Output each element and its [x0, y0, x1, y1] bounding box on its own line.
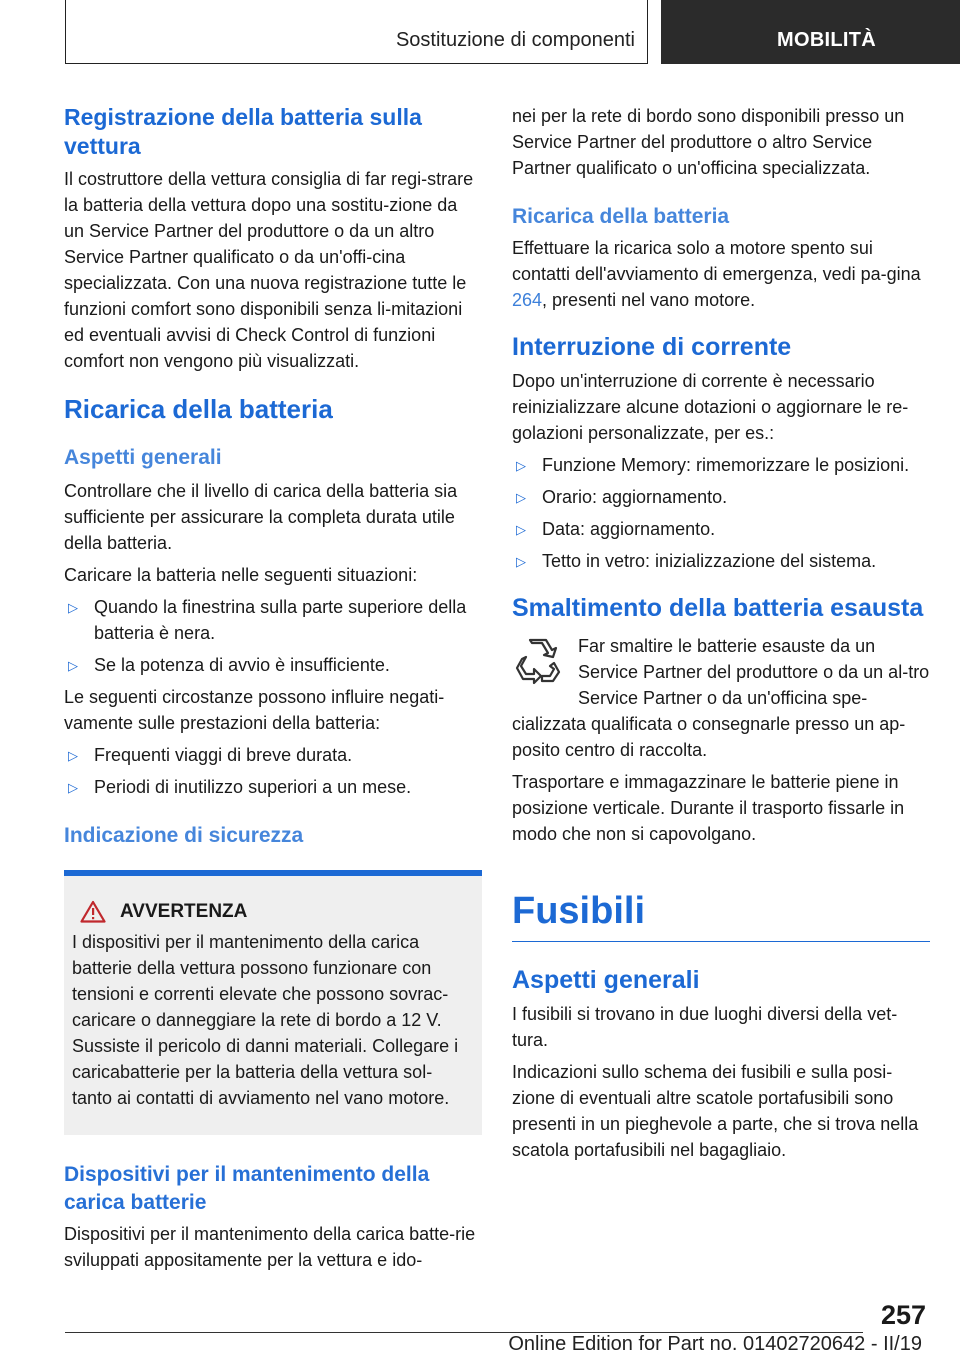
- right-charge-text: Effettuare la ricarica solo a motore spento sui contatti dell'avviamento di emergenza, vedi pa-gina 264, presenti nel vano motore.: [512, 238, 921, 310]
- fuses-text-1: I fusibili si trovano in due luoghi diversi della vet-tura.: [512, 1004, 898, 1050]
- right-column: [512, 103, 930, 1163]
- maintainer-heading: Dispositivi per il mantenimento della carica batterie: [64, 1163, 430, 1214]
- list-item: ▷ Data: aggiornamento.: [512, 516, 930, 542]
- list-item: ▷ Quando la finestrina sulla parte superiore della batteria è nera.: [68, 597, 467, 643]
- warning-text: I dispositivi per il mantenimento della carica batterie della vettura possono funzionare con tensioni e correnti elevate che possono sovrac-caricare o danneggiare la rete di bordo a 12 V. Sussiste il pericolo di danni materiali. Collegare i caricabatterie per la batteria della vettura sol-tanto ai contatti di avviamento nel vano motore.: [72, 932, 459, 1108]
- page-link-264[interactable]: 264: [512, 290, 543, 310]
- continued-text: nei per la rete di bordo sono disponibili presso un Service Partner del produttore o altro Service Partner qualificato o un'officina specializzata.: [512, 106, 905, 178]
- warning-title: [80, 900, 472, 923]
- fuses-text-2: Indicazioni sullo schema dei fusibili e sulla posi-zione di eventuali altre scatole portafusibili sono presenti in un pieghevole a parte, che si trova nella scatola portafusibili nel bagagliaio.: [512, 1062, 919, 1160]
- left-column: [64, 103, 482, 1273]
- header-chapter-title: MOBILITÀ: [777, 29, 877, 51]
- warning-triangle-icon: [80, 900, 106, 923]
- disposal-text-continued: cializzata qualificata o consegnarle presso un ap-posito centro di raccolta.: [512, 714, 906, 760]
- situations-list: [64, 594, 482, 678]
- header-section-title: Sostituzione di componenti: [395, 29, 635, 51]
- list-item: ▷ Tetto in vetro: inizializzazione del sistema.: [512, 548, 930, 574]
- bullet-triangle-icon: ▷: [516, 554, 526, 569]
- list-item: ▷ Frequenti viaggi di breve durata.: [64, 742, 482, 768]
- bullet-triangle-icon: ▷: [516, 458, 526, 473]
- interruption-heading: Interruzione di corrente: [512, 333, 792, 361]
- list-item: ▷ Periodi di inutilizzo superiori a un mese.: [64, 774, 482, 800]
- list-item: ▷ Orario: aggiornamento.: [512, 484, 930, 510]
- interruption-list: [512, 452, 930, 574]
- bullet-triangle-icon: ▷: [516, 522, 526, 537]
- disposal-text: Far smaltire le batterie esauste da un Service Partner del produttore o da un al-tro Service Partner o da un'officina spe-: [578, 636, 930, 708]
- interruption-text: Dopo un'interruzione di corrente è necessario reinizializzare alcune dotazioni o aggiornare le re-golazioni personalizzate, per es.:: [512, 371, 909, 443]
- factors-intro: Le seguenti circostanze possono influire negati-vamente sulle prestazioni della batteria:: [64, 687, 445, 733]
- recycle-icon: [512, 635, 564, 687]
- bullet-triangle-icon: ▷: [516, 490, 526, 505]
- factors-list: [64, 742, 482, 800]
- page-number: 257: [880, 1300, 926, 1330]
- bullet-triangle-icon: ▷: [68, 658, 78, 673]
- bullet-triangle-icon: ▷: [68, 748, 78, 763]
- fuses-general-heading: Aspetti generali: [512, 966, 700, 994]
- situations-intro: Caricare la batteria nelle seguenti situazioni:: [64, 565, 418, 585]
- footer-edition: Online Edition for Part no. 01402720642 - II/19: [508, 1333, 922, 1355]
- header-section-box: [65, 0, 648, 64]
- list-item: ▷ Funzione Memory: rimemorizzare le posizioni.: [512, 452, 930, 478]
- transport-text: Trasportare e immagazzinare le batterie piene in posizione verticale. Durante il trasporto fissarle in modo che non si capovolgano.: [512, 772, 905, 844]
- bullet-triangle-icon: ▷: [68, 600, 78, 615]
- bullet-triangle-icon: ▷: [68, 780, 78, 795]
- general-text: Controllare che il livello di carica della batteria sia sufficiente per assicurare la completa durata utile della batteria.: [64, 481, 458, 553]
- warning-label: AVVERTENZA: [120, 900, 248, 922]
- list-item: ▷ Se la potenza di avvio è insufficiente.: [64, 652, 482, 678]
- safety-heading: Indicazione di sicurezza: [64, 824, 304, 847]
- disposal-row: [512, 633, 930, 711]
- registration-heading: Registrazione della batteria sulla vettura: [64, 104, 422, 159]
- header-chapter-box: [661, 0, 960, 64]
- battery-charge-heading: Ricarica della batteria: [64, 394, 333, 424]
- disposal-heading: Smaltimento della batteria esausta: [512, 594, 924, 622]
- registration-text: Il costruttore della vettura consiglia di far regi-strare la batteria della vettura dopo una sostitu-zione da un Service Partner del produttore o da un altro Service Partner qualificato o da un'offi-cina specializzata. Con una nuova registrazione tutte le funzioni comfort sono disponibili senza li-mitazioni ed eventuali avvisi di Check Control di funzioni comfort non vengono più visualizzati.: [64, 169, 474, 371]
- right-charge-heading: Ricarica della batteria: [512, 205, 730, 228]
- maintainer-text: Dispositivi per il mantenimento della carica batte-rie sviluppati appositamente per la vettura e ido-: [64, 1224, 476, 1270]
- general-aspects-heading: Aspetti generali: [64, 446, 222, 469]
- fuses-heading: Fusibili: [512, 889, 930, 942]
- warning-box: [64, 870, 482, 1135]
